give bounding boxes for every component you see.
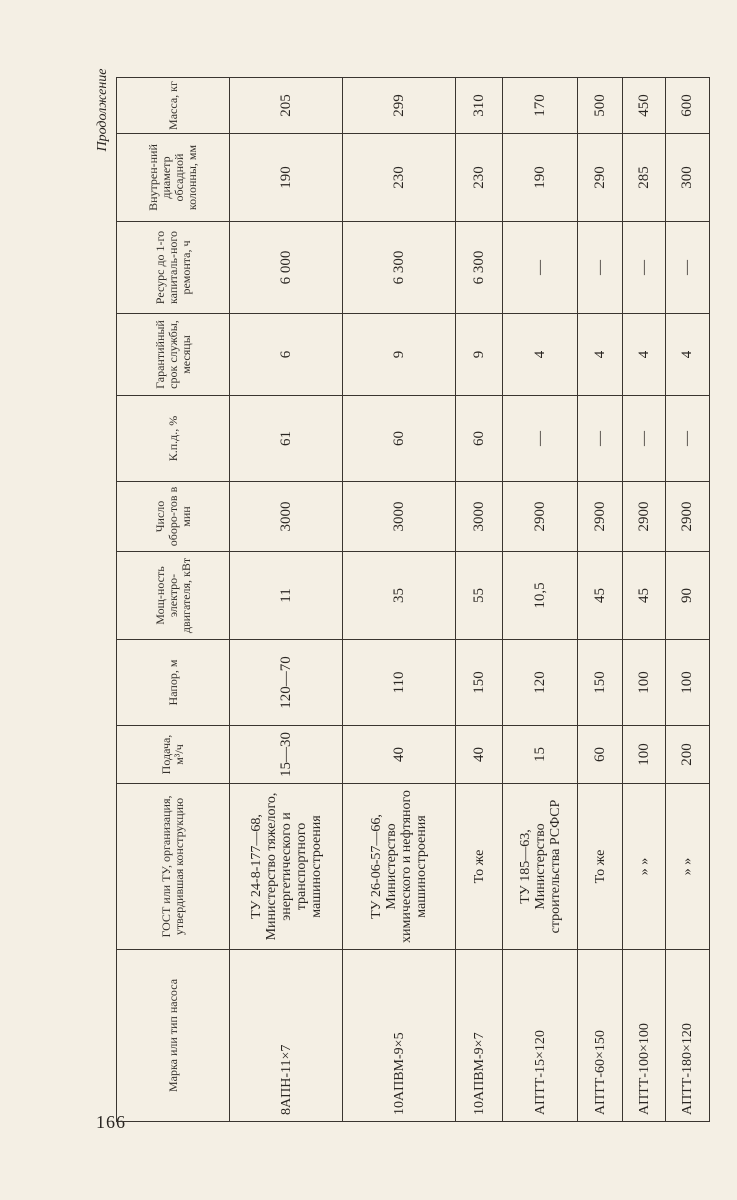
cell-diameter: 230 xyxy=(343,134,456,222)
cell-diameter: 190 xyxy=(503,134,578,222)
cell-gost: ТУ 185—63, Министерство строительства РСФСР xyxy=(503,784,578,950)
cell-resource: — xyxy=(666,222,710,314)
cell-efficiency: — xyxy=(578,396,623,482)
cell-diameter: 300 xyxy=(666,134,710,222)
cell-flow: 15 xyxy=(503,726,578,784)
cell-resource: — xyxy=(578,222,623,314)
cell-gost: То же xyxy=(456,784,503,950)
header-power: Мощ-ность электро-двигателя, кВт xyxy=(117,552,230,640)
cell-power: 45 xyxy=(623,552,666,640)
cell-diameter: 290 xyxy=(578,134,623,222)
cell-model: АПТТ-60×150 xyxy=(578,950,623,1122)
cell-model: АПТТ-15×120 xyxy=(503,950,578,1122)
table-row xyxy=(456,78,503,1122)
cell-rpm: 2900 xyxy=(666,482,710,552)
cell-warranty: 6 xyxy=(230,314,343,396)
header-rpm: Число оборо-тов в мин xyxy=(117,482,230,552)
cell-mass: 170 xyxy=(503,78,578,134)
cell-resource: 6 000 xyxy=(230,222,343,314)
table-row xyxy=(230,78,343,1122)
table-row xyxy=(623,78,666,1122)
cell-model: 8АПН-11×7 xyxy=(230,950,343,1122)
cell-flow: 40 xyxy=(343,726,456,784)
cell-mass: 450 xyxy=(623,78,666,134)
header-mass: Масса, кг xyxy=(117,78,230,134)
header-efficiency: К.п.д., % xyxy=(117,396,230,482)
cell-model: АПТТ-100×100 xyxy=(623,950,666,1122)
cell-resource: — xyxy=(623,222,666,314)
cell-model: 10АПВМ-9×5 xyxy=(343,950,456,1122)
cell-mass: 299 xyxy=(343,78,456,134)
cell-efficiency: — xyxy=(666,396,710,482)
cell-head: 120—70 xyxy=(230,640,343,726)
page-number: 166 xyxy=(96,1112,126,1132)
cell-resource: 6 300 xyxy=(456,222,503,314)
cell-gost: » » xyxy=(666,784,710,950)
cell-warranty: 9 xyxy=(343,314,456,396)
cell-mass: 600 xyxy=(666,78,710,134)
cell-efficiency: — xyxy=(623,396,666,482)
cell-warranty: 4 xyxy=(503,314,578,396)
table-row xyxy=(343,78,456,1122)
cell-power: 10,5 xyxy=(503,552,578,640)
table-row xyxy=(578,78,623,1122)
cell-efficiency: — xyxy=(503,396,578,482)
cell-head: 150 xyxy=(456,640,503,726)
cell-warranty: 4 xyxy=(578,314,623,396)
cell-rpm: 2900 xyxy=(578,482,623,552)
header-resource: Ресурс до 1-го капиталь-ного ремонта, ч xyxy=(117,222,230,314)
cell-rpm: 2900 xyxy=(503,482,578,552)
table-header-row xyxy=(117,78,230,1122)
cell-flow: 40 xyxy=(456,726,503,784)
cell-flow: 60 xyxy=(578,726,623,784)
cell-resource: — xyxy=(503,222,578,314)
cell-head: 110 xyxy=(343,640,456,726)
cell-flow: 200 xyxy=(666,726,710,784)
cell-warranty: 9 xyxy=(456,314,503,396)
cell-model: АПТТ-180×120 xyxy=(666,950,710,1122)
cell-head: 100 xyxy=(623,640,666,726)
cell-warranty: 4 xyxy=(666,314,710,396)
header-diameter: Внутрен-ний диаметр обсадной колонны, мм xyxy=(117,134,230,222)
header-gost: ГОСТ или ТУ, организация, утвердившая конструкцию xyxy=(117,784,230,950)
table-row xyxy=(503,78,578,1122)
cell-flow: 15—30 xyxy=(230,726,343,784)
cell-model: 10АПВМ-9×7 xyxy=(456,950,503,1122)
cell-gost: ТУ 24-8-177—68, Министерство тяжелого, энергетического и транспортного машиностроения xyxy=(230,784,343,950)
cell-diameter: 190 xyxy=(230,134,343,222)
pump-spec-table xyxy=(116,77,710,1122)
cell-flow: 100 xyxy=(623,726,666,784)
cell-power: 55 xyxy=(456,552,503,640)
cell-efficiency: 60 xyxy=(343,396,456,482)
cell-gost: То же xyxy=(578,784,623,950)
cell-efficiency: 60 xyxy=(456,396,503,482)
cell-rpm: 3000 xyxy=(230,482,343,552)
header-warranty: Гарантийный срок службы, месяцы xyxy=(117,314,230,396)
header-flow: Подача, м³/ч xyxy=(117,726,230,784)
cell-warranty: 4 xyxy=(623,314,666,396)
cell-gost: ТУ 26-06-57—66, Министерство химического и нефтяного машиностроения xyxy=(343,784,456,950)
cell-rpm: 2900 xyxy=(623,482,666,552)
cell-power: 90 xyxy=(666,552,710,640)
cell-rpm: 3000 xyxy=(343,482,456,552)
continued-label: Продолжение xyxy=(95,68,110,152)
header-model: Марка или тип насоса xyxy=(117,950,230,1122)
cell-gost: » » xyxy=(623,784,666,950)
cell-power: 11 xyxy=(230,552,343,640)
cell-head: 150 xyxy=(578,640,623,726)
cell-mass: 205 xyxy=(230,78,343,134)
cell-power: 45 xyxy=(578,552,623,640)
cell-diameter: 230 xyxy=(456,134,503,222)
cell-efficiency: 61 xyxy=(230,396,343,482)
cell-diameter: 285 xyxy=(623,134,666,222)
table-row xyxy=(666,78,710,1122)
cell-mass: 500 xyxy=(578,78,623,134)
cell-rpm: 3000 xyxy=(456,482,503,552)
cell-head: 120 xyxy=(503,640,578,726)
header-head: Напор, м xyxy=(117,640,230,726)
cell-head: 100 xyxy=(666,640,710,726)
cell-resource: 6 300 xyxy=(343,222,456,314)
rotated-table-wrapper xyxy=(116,78,710,1122)
cell-power: 35 xyxy=(343,552,456,640)
cell-mass: 310 xyxy=(456,78,503,134)
